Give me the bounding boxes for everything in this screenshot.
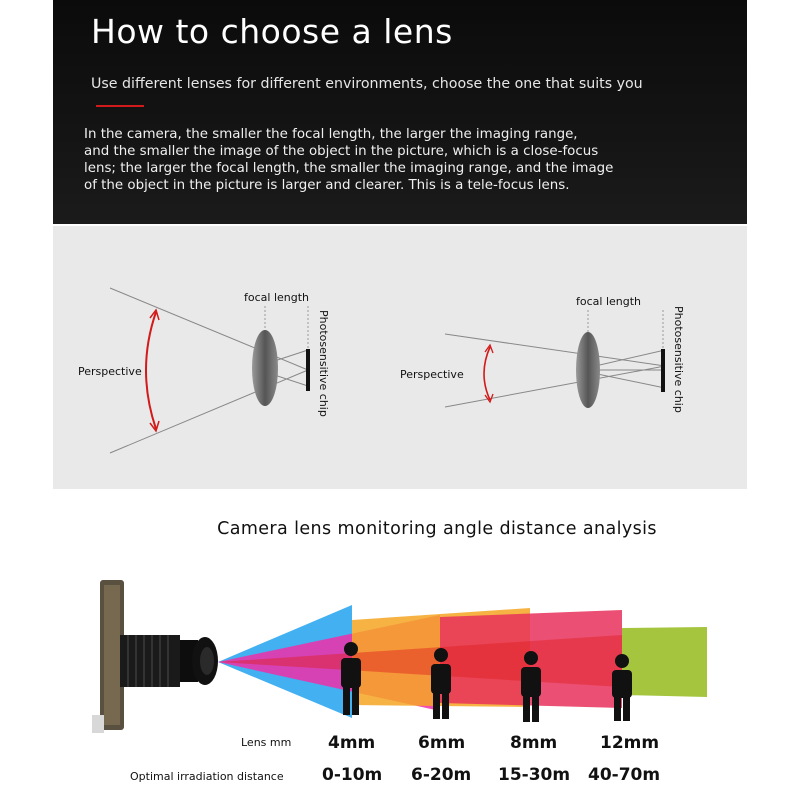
ray-line bbox=[110, 370, 308, 453]
chip-label: Photosensitive chip bbox=[317, 310, 330, 417]
description-line: lens; the larger the focal length, the smaller the imaging range, and the image bbox=[84, 161, 614, 176]
camera-beam-illustration bbox=[0, 565, 800, 735]
focal-length-label: focal length bbox=[244, 291, 310, 304]
perspective-arc bbox=[146, 312, 156, 429]
perspective-label: Perspective bbox=[400, 368, 464, 381]
accent-divider bbox=[96, 105, 144, 107]
intro-panel bbox=[53, 0, 747, 224]
ray-line bbox=[445, 334, 665, 366]
sensor-chip bbox=[306, 349, 310, 391]
distance-value: 0-10m bbox=[322, 765, 383, 785]
distance-caption: Optimal irradiation distance bbox=[130, 770, 284, 783]
wide-angle-diagram bbox=[78, 288, 330, 453]
ray-line bbox=[445, 366, 665, 407]
lens-diagrams bbox=[53, 226, 747, 489]
perspective-label: Perspective bbox=[78, 365, 142, 378]
lens-shape bbox=[252, 330, 278, 406]
focal-length-label: focal length bbox=[576, 295, 642, 308]
description-line: and the smaller the image of the object in the picture, which is a close-focus bbox=[84, 144, 599, 159]
connector bbox=[92, 715, 104, 733]
lens-value: 6mm bbox=[418, 733, 466, 753]
distance-value: 6-20m bbox=[411, 765, 472, 785]
tele-focus-diagram bbox=[400, 295, 685, 413]
lens-value: 8mm bbox=[510, 733, 558, 753]
sensor-chip bbox=[661, 349, 665, 392]
lens-mm-caption: Lens mm bbox=[241, 736, 292, 749]
page-title: How to choose a lens bbox=[91, 12, 453, 51]
chip-label: Photosensitive chip bbox=[672, 306, 685, 413]
beam-far-range bbox=[622, 627, 707, 697]
lens-value: 12mm bbox=[600, 733, 660, 753]
distance-value: 15-30m bbox=[498, 765, 571, 785]
analysis-title: Camera lens monitoring angle distance analysis bbox=[217, 519, 657, 539]
description-line: In the camera, the smaller the focal length, the larger the imaging range, bbox=[84, 127, 578, 142]
perspective-arc bbox=[484, 347, 490, 400]
lens-diagram-panel bbox=[53, 226, 747, 489]
distance-value: 40-70m bbox=[588, 765, 661, 785]
lens-shape bbox=[576, 332, 600, 408]
page-subtitle: Use different lenses for different environments, choose the one that suits you bbox=[91, 76, 643, 92]
description-text bbox=[84, 126, 714, 194]
lens-value: 4mm bbox=[328, 733, 376, 753]
description-line: of the object in the picture is larger and clearer. This is a tele-focus lens. bbox=[84, 178, 570, 193]
